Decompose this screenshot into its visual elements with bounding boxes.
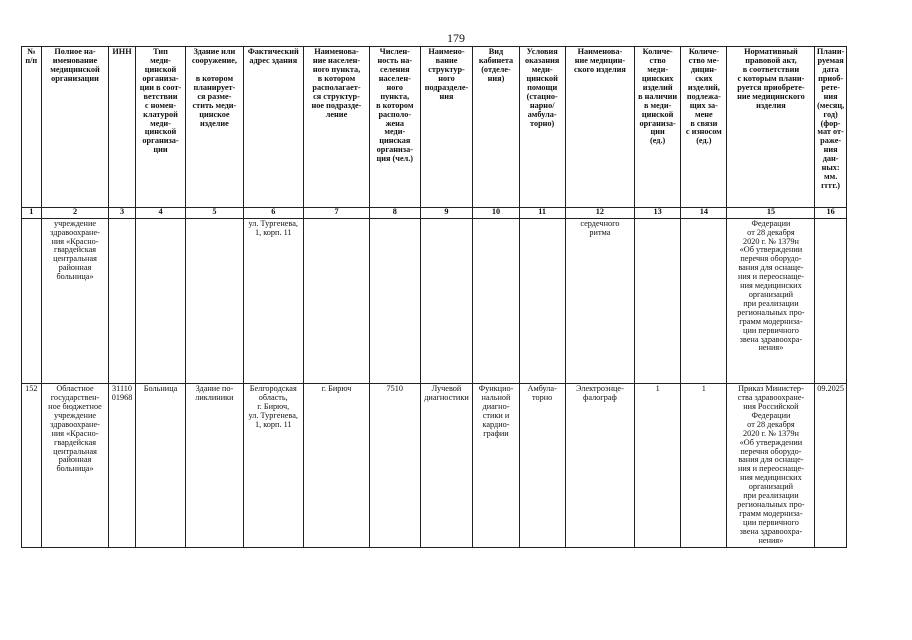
table-cell: Функцио- нальной диагно- стики и кардио- графии <box>473 384 519 548</box>
column-number: 10 <box>473 207 519 218</box>
table-cell: 09.2025 <box>815 384 846 548</box>
table-cell <box>681 218 727 383</box>
column-number: 8 <box>370 207 421 218</box>
column-header: Плани- руемая дата приоб- рете- ния (месяц, год) (фор- мат от- раже- ния дан- ных: мм. гггг.) <box>815 47 846 207</box>
table-cell: Амбула- торно <box>519 384 565 548</box>
column-number: 13 <box>635 207 681 218</box>
column-header: Нормативный правовой акт, в соответствии с которым плани- руется приобрете- ние медицинского изделия <box>727 47 815 207</box>
table-cell: 31110 01968 <box>109 384 135 548</box>
column-number-row <box>21 207 846 218</box>
column-header: Полное на- именование медицинской организации <box>41 47 109 207</box>
table-cell: Федерации от 28 декабря 2020 г. № 1379н «Об утверждении перечня оборудо- вания для оснаще- ния и переоснаще- ния медицинских организаций при реализации региональных про- грамм модерниза- ции первичного звена здравоохра- нения» <box>727 218 815 383</box>
column-header: Условия оказания меди- цинской помощи (стацио- нарно/ амбула- торно) <box>519 47 565 207</box>
table-cell: Здание по- ликлиники <box>186 384 243 548</box>
table-cell: 1 <box>681 384 727 548</box>
table-cell: Лучевой диагностики <box>420 384 473 548</box>
table-cell <box>109 218 135 383</box>
equipment-table <box>21 46 847 547</box>
page-number: 179 <box>447 31 465 45</box>
column-number: 6 <box>243 207 304 218</box>
column-number: 9 <box>420 207 473 218</box>
table-cell: 1 <box>635 384 681 548</box>
column-number: 1 <box>21 207 41 218</box>
column-number: 14 <box>681 207 727 218</box>
column-header: Наимено- вание структур- ного подразделе- ния <box>420 47 473 207</box>
table-cell: 7510 <box>370 384 421 548</box>
table-cell: 152 <box>21 384 41 548</box>
column-header: Числен- ность на- селения населен- ного пункта, в котором располо- жена меди- цинская организа- ция (чел.) <box>370 47 421 207</box>
column-header: ИНН <box>109 47 135 207</box>
table-cell <box>21 218 41 383</box>
table-cell <box>519 218 565 383</box>
column-header: Количе- ство ме- дицин- ских изделий, подлежа- щих за- мене в связи с износом (ед.) <box>681 47 727 207</box>
table-cell <box>420 218 473 383</box>
table-row <box>21 384 846 548</box>
column-number: 5 <box>186 207 243 218</box>
table-cell <box>473 218 519 383</box>
column-number: 12 <box>565 207 634 218</box>
table-cell: г. Бирюч <box>304 384 370 548</box>
table-cell: Электроэнце- фалограф <box>565 384 634 548</box>
column-header: Здание или сооружение, в котором планирует- ся разме- стить меди- цинское изделие <box>186 47 243 207</box>
column-header: Вид кабинета (отделе- ния) <box>473 47 519 207</box>
table-cell: ул. Тургенева, 1, корп. 11 <box>243 218 304 383</box>
column-number: 3 <box>109 207 135 218</box>
table-cell <box>635 218 681 383</box>
column-number: 16 <box>815 207 846 218</box>
table-cell <box>304 218 370 383</box>
table-row <box>21 218 846 383</box>
table-cell: Областное государствен- ное бюджетное учреждение здравоохране- ния «Красно- гвардейская центральная районная больница» <box>41 384 109 548</box>
table-cell <box>370 218 421 383</box>
column-header: Количе- ство меди- цинских изделий в наличии в меди- цинской организа- ции (ед.) <box>635 47 681 207</box>
column-header: Фактический адрес здания <box>243 47 304 207</box>
table-cell <box>135 218 186 383</box>
column-header: Тип меди- цинской организа- ции в соот- ветствии с номен- клатурой меди- цинской организа- ции <box>135 47 186 207</box>
table-container <box>21 46 846 547</box>
table-cell: Больница <box>135 384 186 548</box>
column-header: Наименова- ние медицин- ского изделия <box>565 47 634 207</box>
table-cell: учреждение здравоохране- ния «Красно- гвардейская центральная районная больница» <box>41 218 109 383</box>
column-header: Наименова- ние населен- ного пункта, в котором располагает- ся структур- ное подразде- ление <box>304 47 370 207</box>
table-cell <box>186 218 243 383</box>
table-cell <box>815 218 846 383</box>
column-number: 7 <box>304 207 370 218</box>
table-cell: сердечного ритма <box>565 218 634 383</box>
column-header: № п/п <box>21 47 41 207</box>
table-cell: Белгородская область, г. Бирюч, ул. Тургенева, 1, корп. 11 <box>243 384 304 548</box>
column-number: 4 <box>135 207 186 218</box>
column-number: 15 <box>727 207 815 218</box>
table-header-row <box>21 47 846 207</box>
column-number: 2 <box>41 207 109 218</box>
column-number: 11 <box>519 207 565 218</box>
table-cell: Приказ Министер- ства здравоохране- ния Российской Федерации от 28 декабря 2020 г. № 1379н «Об утверждении перечня оборудо- вания для оснаще- ния и переоснаще- ния медицинских организаций при реализации региональных про- грамм модерниза- ции первичного звена здравоохра- нения» <box>727 384 815 548</box>
